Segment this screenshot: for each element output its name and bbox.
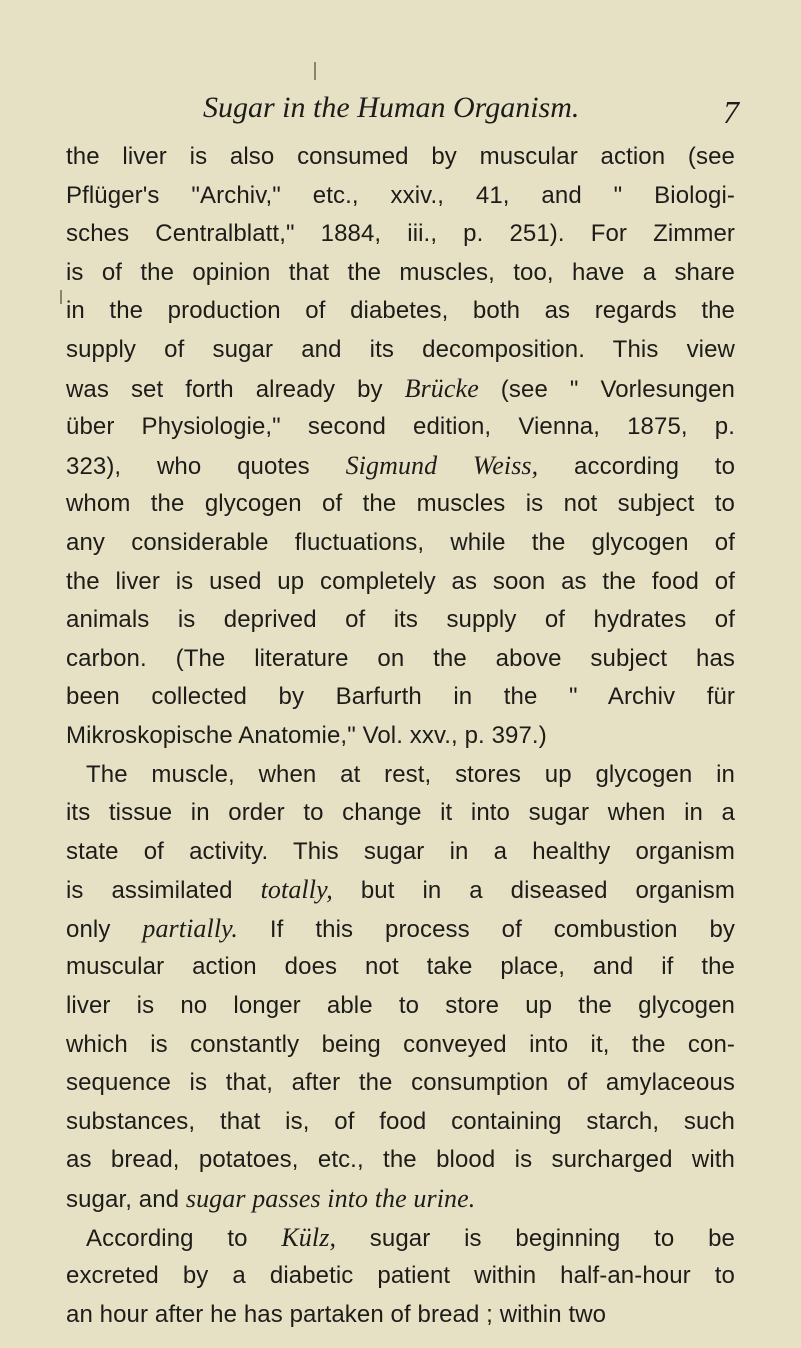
text-line <box>66 1180 735 1219</box>
text-line: muscular action does not take place, and if the <box>66 953 735 981</box>
italic-text: Külz, <box>281 1222 337 1252</box>
page-number: 7 <box>723 94 739 130</box>
italic-text: totally, <box>260 875 333 905</box>
text-line: an hour after he has partaken of bread ; within two <box>66 1300 607 1328</box>
text-run: according to <box>538 452 736 480</box>
text-run: (see " Vorlesungen <box>478 375 735 403</box>
text-run: but in a diseased organism <box>332 877 735 905</box>
text-line: supply of sugar and its decomposition. This view <box>66 335 735 363</box>
text-line: sequence is that, after the consumption of amylaceous <box>66 1069 735 1097</box>
text-run: If this process of combustion by <box>237 915 736 943</box>
text-line: Pflüger's "Archiv," etc., xxiv., 41, and " Biologi- <box>66 181 735 209</box>
text-line: animals is deprived of its supply of hydrates of <box>66 606 735 634</box>
margin-mark <box>314 62 316 80</box>
text-line <box>66 447 735 486</box>
text-run: is assimilated <box>66 877 261 905</box>
text-line: been collected by Barfurth in the " Archiv für <box>66 683 735 711</box>
text-line: substances, that is, of food containing starch, such <box>66 1107 735 1135</box>
text-run: According to <box>86 1224 282 1252</box>
text-line: the liver is used up completely as soon as the food of <box>66 567 735 595</box>
text-line: liver is no longer able to store up the glycogen <box>66 992 735 1020</box>
italic-text: Sigmund Weiss, <box>345 450 539 480</box>
text-run: 323), who quotes <box>66 452 346 480</box>
text-line: excreted by a diabetic patient within half-an-hour to <box>66 1262 735 1290</box>
italic-text: partially. <box>142 913 238 943</box>
text-line: Mikroskopische Anatomie," Vol. xxv., p. 397.) <box>66 721 547 749</box>
text-run: was set forth already by <box>66 375 405 403</box>
text-run: sugar, and <box>66 1186 186 1214</box>
text-run: only <box>66 915 143 943</box>
text-line: state of activity. This sugar in a healthy organism <box>66 837 735 865</box>
text-line: as bread, potatoes, etc., the blood is surcharged with <box>66 1146 735 1174</box>
body-text <box>66 138 735 1334</box>
margin-mark <box>60 290 62 304</box>
text-line: sches Centralblatt," 1884, iii., p. 251). For Zimmer <box>66 220 735 248</box>
text-line <box>66 871 735 910</box>
text-line: carbon. (The literature on the above subject has <box>66 644 735 672</box>
text-line: is of the opinion that the muscles, too, have a share <box>66 258 735 286</box>
text-line: the liver is also consumed by muscular action (see <box>66 143 735 170</box>
text-line: which is constantly being conveyed into it, the con- <box>66 1030 735 1058</box>
text-line: its tissue in order to change it into sugar when in a <box>66 799 735 827</box>
italic-text: sugar passes into the urine. <box>185 1184 476 1214</box>
text-line: any considerable fluctuations, while the glycogen of <box>66 528 735 556</box>
italic-text: Brücke <box>404 373 479 403</box>
text-run: sugar is beginning to be <box>336 1224 736 1252</box>
text-line: in the production of diabetes, both as regards the <box>66 297 735 325</box>
running-title: Sugar in the Human Organism. <box>203 91 580 124</box>
text-line <box>66 1219 735 1258</box>
text-line: über Physiologie," second edition, Vienna, 1875, p. <box>66 413 735 441</box>
text-line: The muscle, when at rest, stores up glycogen in <box>86 760 735 788</box>
text-line <box>66 370 735 409</box>
text-line: whom the glycogen of the muscles is not subject to <box>66 490 735 518</box>
text-line <box>66 910 735 949</box>
running-head <box>203 90 739 130</box>
